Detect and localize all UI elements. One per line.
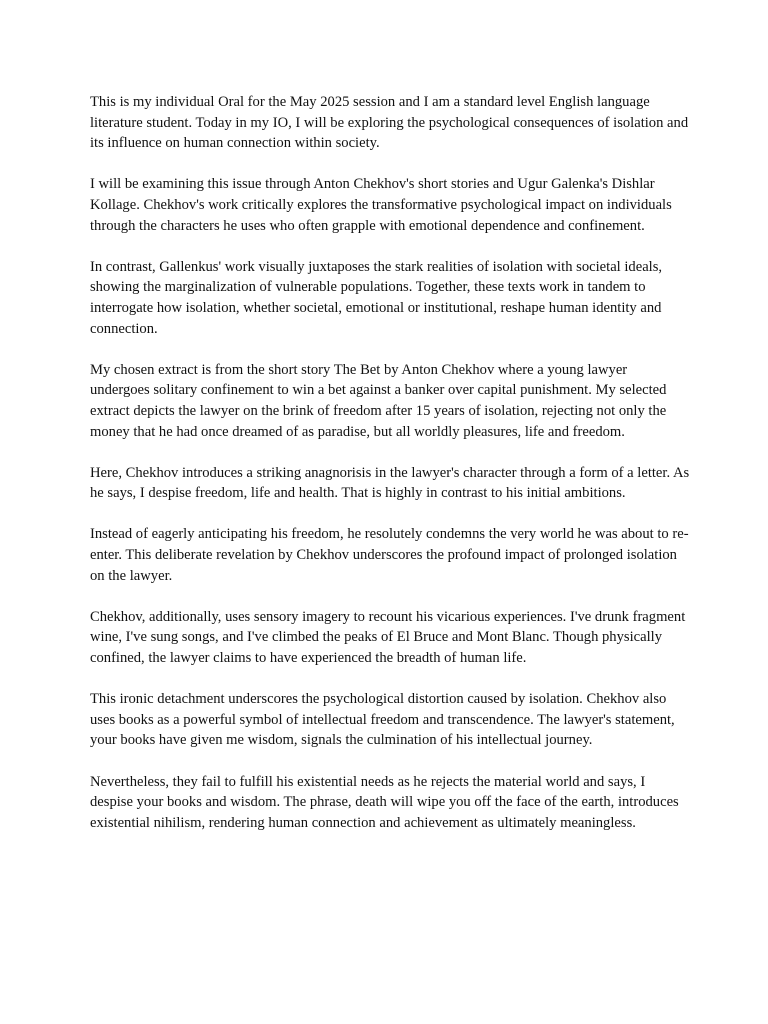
paragraph-3: In contrast, Gallenkus' work visually juxtaposes the stark realities of isolation with societal ideals, showing the marginalization of vulnerable populations. Together, these texts work in tandem to interrogate how isolation, whether societal, emotional or institutional, reshape human identity and connection.: [90, 258, 663, 337]
paragraph-5: Here, Chekhov introduces a striking anagnorisis in the lawyer's character through a form of a letter. As he says, I despise freedom, life and health. That is highly in contrast to his initial ambitions.: [90, 464, 690, 502]
paragraph-8: This ironic detachment underscores the psychological distortion caused by isolation. Chekhov also uses books as a powerful symbol of intellectual freedom and transcendence. The lawyer's statement, your books have given me wisdom, signals the culmination of his intellectual journey.: [90, 691, 675, 749]
paragraph-7: Chekhov, additionally, uses sensory imagery to recount his vicarious experiences. I've drunk fragment wine, I've sung songs, and I've climbed the peaks of El Bruce and Mont Blanc. Though physically confined, the lawyer claims to have experienced the breadth of human life.: [90, 608, 686, 667]
paragraph-2: I will be examining this issue through Anton Chekhov's short stories and Ugur Galenka's Dishlar Kollage. Chekhov's work critically explores the transformative psychological impact on individuals through the characters he uses who often grapple with emotional dependence and confinement.: [90, 176, 672, 234]
paragraph-1: This is my individual Oral for the May 2025 session and I am a standard level English language literature student. Today in my IO, I will be exploring the psychological consequences of isolation and its influence on human connection within society.: [90, 94, 689, 152]
document-page: [90, 92, 690, 833]
paragraph-9: Nevertheless, they fail to fulfill his existential needs as he rejects the material world and says, I despise your books and wisdom. The phrase, death will wipe you off the face of the earth, introduces existential nihilism, rendering human connection and achievement as ultimately meaningless.: [90, 773, 679, 831]
paragraph-6: Instead of eagerly anticipating his freedom, he resolutely condemns the very world he was about to re-enter. This deliberate revelation by Chekhov underscores the profound impact of prolonged isolation on the lawyer.: [90, 526, 689, 584]
paragraph-4: My chosen extract is from the short story The Bet by Anton Chekhov where a young lawyer undergoes solitary confinement to win a bet against a banker over capital punishment. My selected extract depicts the lawyer on the brink of freedom after 15 years of isolation, rejecting not only the money that he had once dreamed of as paradise, but all worldly pleasures, life and freedom.: [90, 361, 667, 440]
